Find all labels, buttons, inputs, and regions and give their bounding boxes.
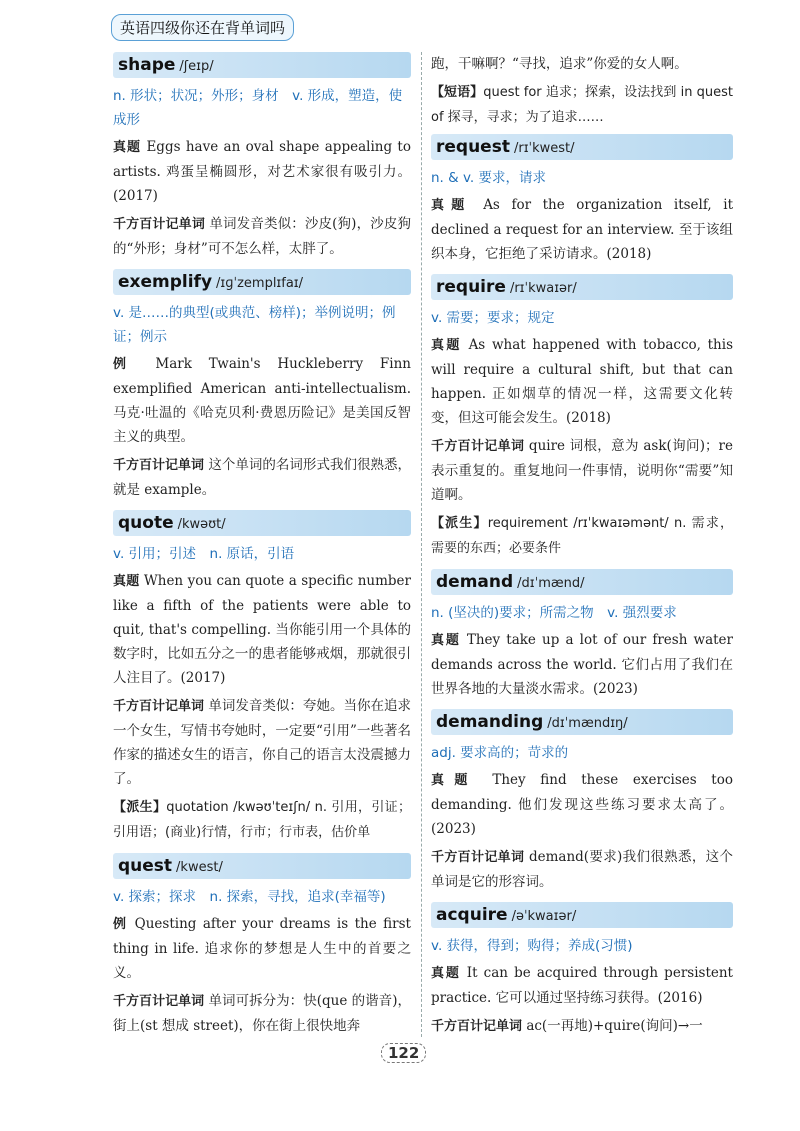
column-divider — [421, 52, 422, 1037]
phonetic: /rɪˈkwaɪər/ — [509, 281, 577, 296]
entry-heading — [431, 569, 733, 595]
entry-quest — [113, 853, 411, 1038]
memo-label: 千方百计记单词 — [113, 217, 205, 232]
entry-heading — [431, 134, 733, 160]
entry-heading — [431, 902, 733, 928]
exam-example — [431, 768, 733, 841]
entry-demanding — [431, 709, 733, 894]
definition: n. (坚决的)要求；所需之物 v. 强烈要求 — [431, 605, 677, 621]
example-text: Mark Twain's Huckleberry Finn exemplified American anti-intellectualism. 马克·吐温的《哈克贝利·费恩历险记》是美国反智主义的典型。 — [113, 356, 411, 445]
entry-heading — [113, 510, 411, 536]
phonetic: /dɪˈmændɪŋ/ — [547, 716, 628, 731]
memory-tip — [113, 453, 411, 502]
headword: demanding — [436, 712, 544, 732]
memo-text: 单词发音类似：沙皮(狗)，沙皮狗的“外形；身材”可不怎么样，太胖了。 — [113, 216, 411, 257]
exam-text: It can be acquired through persistent practice. 它可以通过坚持练习获得。(2016) — [431, 965, 733, 1006]
right-column — [431, 52, 733, 1047]
definition: v. 获得，得到；购得；养成(习惯) — [431, 938, 633, 954]
memo-label: 千方百计记单词 — [431, 1019, 523, 1034]
exam-text: As for the organization itself, it declined a request for an interview. 至于该组织本身，它拒绝了采访请求。(2018) — [431, 197, 733, 262]
headword: request — [436, 137, 510, 157]
phrase-text: quest for 追求；探索，设法找到 in quest of 探寻，寻求；为了追求…… — [431, 85, 733, 125]
entry-acquire — [431, 902, 733, 1039]
example-text: Questing after your dreams is the first thing in life. 追求你的梦想是人生中的首要之义。 — [113, 916, 411, 981]
exam-text: Eggs have an oval shape appealing to artists. 鸡蛋呈椭圆形，对艺术家很有吸引力。(2017) — [113, 139, 411, 204]
exam-example — [431, 193, 733, 266]
derive-label: 【派生】 — [431, 516, 488, 531]
memo-text: 这个单词的名词形式我们很熟悉，就是 example。 — [113, 457, 411, 498]
entry-exemplify — [113, 269, 411, 502]
definition: v. 是……的典型(或典范、榜样)；举例说明；例证；例示 — [113, 305, 396, 345]
example-label: 例 — [113, 357, 139, 372]
definition: v. 引用；引述 n. 原话，引语 — [113, 546, 295, 562]
exam-text: They find these exercises too demanding. 他们发现这些练习要求太高了。(2023) — [431, 772, 733, 837]
memo-text: demand(要求)我们很熟悉，这个单词是它的形容词。 — [431, 849, 733, 890]
entry-heading — [113, 52, 411, 78]
phonetic: /ʃeɪp/ — [179, 59, 214, 74]
memory-tip — [113, 989, 411, 1038]
definition: n. 形状；状况；外形；身材 v. 形成，塑造，使成形 — [113, 88, 403, 128]
phonetic: /ɪɡˈzemplɪfaɪ/ — [216, 276, 304, 291]
memo-label: 千方百计记单词 — [113, 699, 205, 714]
derivative — [431, 511, 733, 561]
phrase-block — [431, 80, 733, 130]
derive-text: requirement /rɪˈkwaɪəmənt/ n. 需求，需要的东西；必要条件 — [431, 516, 733, 556]
entry-heading — [431, 709, 733, 735]
exam-example — [431, 333, 733, 430]
definition: v. 需要；要求；规定 — [431, 310, 555, 326]
exam-example — [113, 135, 411, 208]
phonetic: /əˈkwaɪər/ — [511, 909, 577, 924]
memo-text: ac(一再地)+quire(询问)→一 — [526, 1018, 703, 1034]
exam-example — [431, 961, 733, 1010]
usage-example — [113, 912, 411, 985]
definition: v. 探索；探求 n. 探索，寻找，追求(幸福等) — [113, 889, 386, 905]
memo-label: 千方百计记单词 — [113, 458, 205, 473]
memory-tip — [431, 1014, 733, 1039]
phonetic: /kwest/ — [176, 860, 223, 875]
memo-label: 千方百计记单词 — [431, 850, 525, 865]
headword: exemplify — [118, 272, 213, 292]
phonetic: /kwəʊt/ — [177, 517, 226, 532]
headword: demand — [436, 572, 514, 592]
phonetic: /dɪˈmænd/ — [517, 576, 585, 591]
exam-label: 真题 — [431, 633, 461, 648]
headword: shape — [118, 55, 176, 75]
exam-text: They take up a lot of our fresh water demands across the world. 它们占用了我们在世界各地的大量淡水需求。(2023) — [431, 632, 733, 697]
entry-heading — [113, 853, 411, 879]
exam-text: When you can quote a specific number like a fifth of the patients were able to quit, that's compelling. 当你能引用一个具体的数字时，比如五分之一的患者能够戒烟，那就很引人注目了。(2017) — [113, 573, 411, 686]
entry-require — [431, 274, 733, 561]
example-label: 例 — [113, 917, 129, 932]
derivative — [113, 795, 411, 845]
memory-tip — [113, 212, 411, 261]
headword: quest — [118, 856, 173, 876]
derive-label: 【派生】 — [113, 800, 167, 815]
header-tag: 英语四级你还在背单词吗 — [111, 14, 294, 41]
exam-label: 真题 — [113, 140, 142, 155]
entry-shape — [113, 52, 411, 261]
exam-example — [113, 569, 411, 690]
entry-heading — [113, 269, 411, 295]
phrase-label: 【短语】 — [431, 85, 484, 100]
memory-tip — [431, 434, 733, 507]
entry-heading — [431, 274, 733, 300]
left-column — [113, 52, 411, 1046]
exam-text: As what happened with tobacco, this will require a cultural shift, but that can happen. 正如烟草的情况一样，这需要文化转变，但这可能会发生。(2018) — [431, 337, 733, 426]
page-number: 122 — [381, 1043, 426, 1063]
memory-tip — [431, 845, 733, 894]
entry-quote — [113, 510, 411, 845]
exam-label: 真题 — [431, 966, 461, 981]
memo-text: 单词发音类似：夸她。当你在追求一个女生，写情书夸她时，一定要“引用”一些著名作家的描述女生的语言，你自己的语言太没震撼力了。 — [113, 698, 411, 787]
exam-label: 真题 — [431, 338, 462, 353]
exam-example — [431, 628, 733, 701]
memo-text: quire 词根，意为 ask(询问)；re 表示重复的。重复地问一件事情，说明你“需要”知道啊。 — [431, 438, 733, 503]
entry-demand — [431, 569, 733, 701]
definition: n. & v. 要求，请求 — [431, 170, 546, 186]
entry-request — [431, 134, 733, 266]
memo-text: 单词可拆分为：快(que 的谐音)，街上(st 想成 street)，你在街上很快地奔 — [113, 993, 411, 1034]
memory-tip — [113, 694, 411, 791]
exam-label: 真题 — [431, 773, 478, 788]
memo-label: 千方百计记单词 — [113, 994, 205, 1009]
exam-label: 真题 — [113, 574, 140, 589]
phonetic: /rɪˈkwest/ — [513, 141, 575, 156]
memo-label: 千方百计记单词 — [431, 439, 525, 454]
headword: require — [436, 277, 506, 297]
exam-label: 真题 — [431, 198, 472, 213]
quest-memo-continued: 跑，干嘛啊？“寻找，追求”你爱的女人啊。 — [431, 56, 688, 72]
derive-text: quotation /kwəʊˈteɪʃn/ n. 引用，引证；引用语；(商业)行情，行市；行市表，估价单 — [113, 800, 411, 840]
usage-example — [113, 352, 411, 449]
definition: adj. 要求高的；苛求的 — [431, 745, 569, 761]
headword: acquire — [436, 905, 508, 925]
headword: quote — [118, 513, 174, 533]
